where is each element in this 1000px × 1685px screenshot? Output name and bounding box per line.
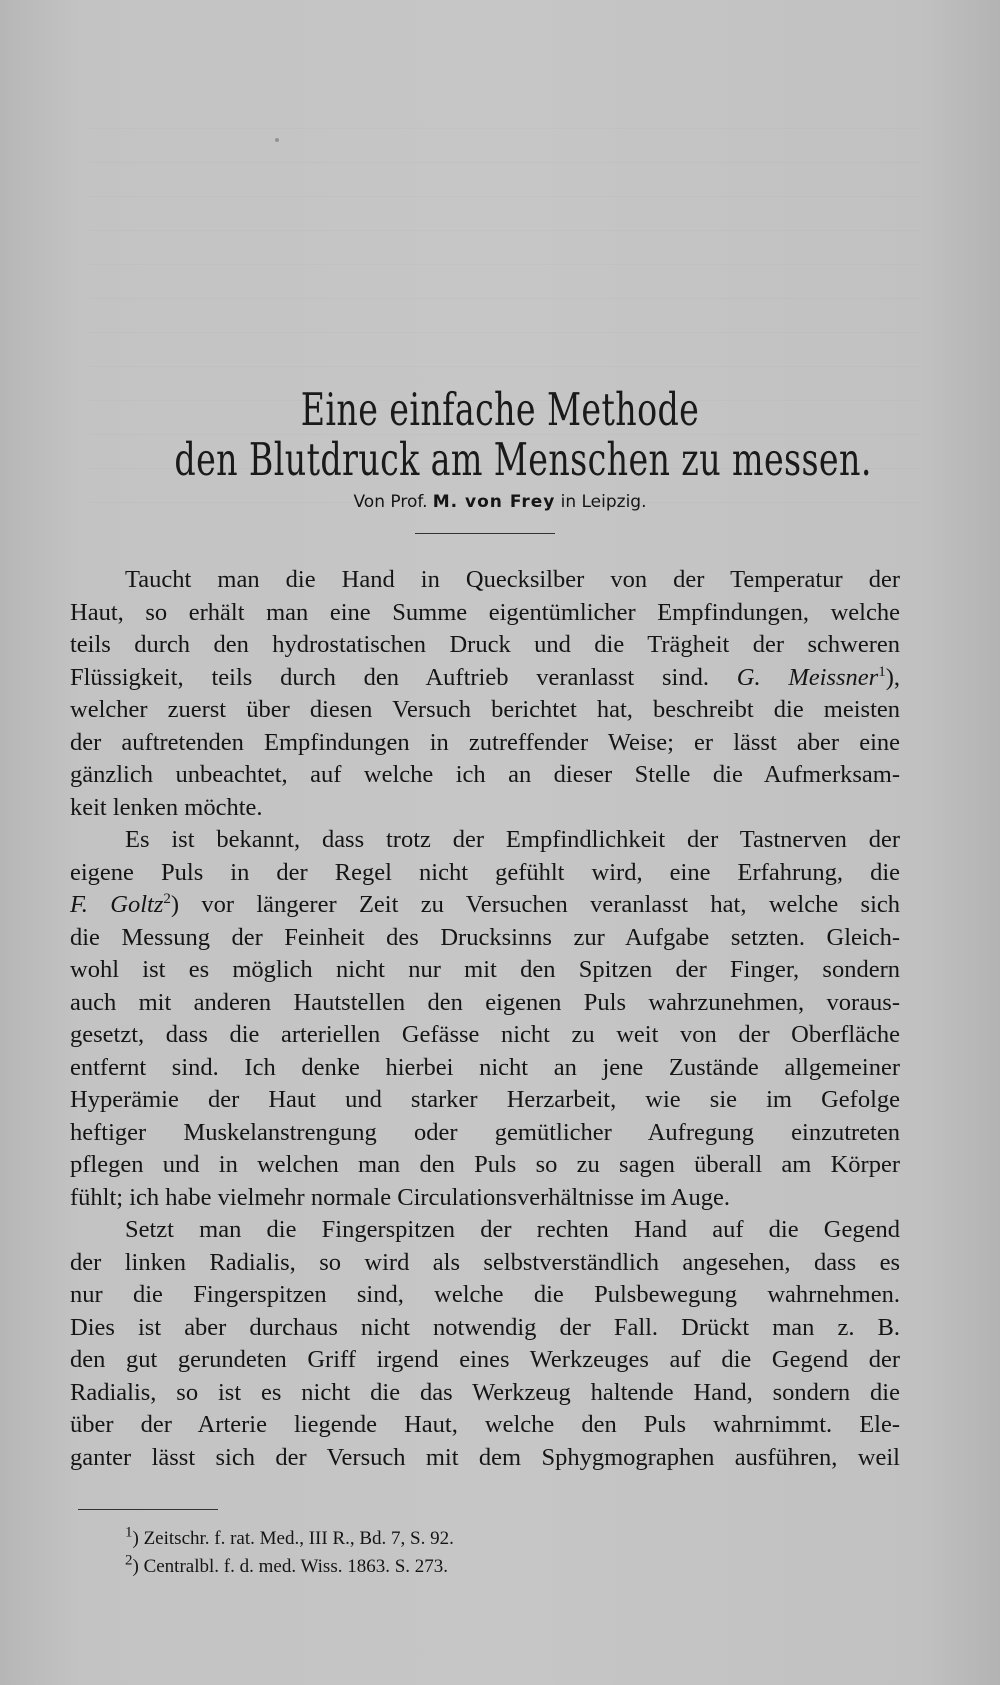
text-line: gänzlich unbeachtet, auf welche ich an dieser Stelle die Aufmerksam- [70, 761, 900, 788]
body-text [70, 564, 900, 1474]
text-line: Es ist bekannt, dass trotz der Empfindlichkeit der Tastnerven der [125, 826, 900, 853]
title-line-1: Eine einfache Methode [300, 383, 700, 436]
text-line: heftiger Muskelanstrengung oder gemütlicher Aufregung einzutreten [70, 1118, 900, 1146]
footnotes [125, 1525, 825, 1581]
text-line: auch mit anderen Hautstellen den eigenen Puls wahrzunehmen, voraus- [70, 988, 900, 1016]
text-line: Taucht man die Hand in Quecksilber von der Temperatur der [125, 566, 900, 593]
text-line: pflegen und in welchen man den Puls so zu sagen überall am Körper [70, 1151, 900, 1178]
footnote-mark: 1 [125, 1524, 133, 1541]
footnote-divider [78, 1509, 218, 1510]
text-line: Radialis, so ist es nicht die das Werkzeug haltende Hand, sondern die [70, 1378, 900, 1406]
footnote-mark: 2 [125, 1552, 133, 1569]
text-line: ganter lässt sich der Versuch mit dem Sphygmographen ausführen, weil [70, 1443, 900, 1471]
text-line: Setzt man die Fingerspitzen der rechten Hand auf die Gegend [125, 1216, 900, 1243]
text-line: die Messung der Feinheit des Drucksinns zur Aufgabe setzten. Gleich- [70, 923, 900, 951]
text-line: gesetzt, dass die arteriellen Gefässe nicht zu weit von der Oberfläche [70, 1021, 900, 1048]
footnote: $^2$) Centralbl. f. d. med. Wiss. 1863. S. 273. [125, 1552, 449, 1577]
footnote-ref: 1 [878, 663, 886, 680]
text-line: den gut gerundeten Griff irgend eines Werkzeuges auf die Gegend der [70, 1346, 900, 1373]
text-line: welcher zuerst über diesen Versuch berichtet hat, beschreibt die meisten [70, 696, 900, 723]
text-line: der linken Radialis, so wird als selbstverständlich angesehen, dass es [70, 1248, 900, 1276]
author-suffix: in Leipzig. [560, 492, 647, 512]
text-line: F. Goltz$^2$) vor längerer Zeit zu Versuchen veranlasst hat, welche sich [70, 890, 901, 918]
text-line: Hyperämie der Haut und starker Herzarbeit, wie sie im Gefolge [70, 1086, 900, 1113]
author-byline [60, 487, 940, 515]
title-divider [415, 533, 555, 534]
text-line: der auftretenden Empfindungen in zutreffender Weise; er lässt aber eine [70, 728, 900, 756]
text-line: über der Arterie liegende Haut, welche den Puls wahrnimmt. Ele- [70, 1411, 900, 1438]
text-line: Flüssigkeit, teils durch den Auftrieb veranlasst sind. G. Meissner$^1$), [70, 663, 900, 691]
text-line: wohl ist es möglich nicht nur mit den Spitzen der Finger, sondern [70, 956, 900, 983]
text-line: keit lenken möchte. [70, 793, 263, 821]
text-line: entfernt sind. Ich denke hierbei nicht an jene Zustände allgemeiner [70, 1053, 900, 1081]
text-line: nur die Fingerspitzen sind, welche die Pulsbewegung wahrnehmen. [70, 1281, 900, 1308]
title-line-2: den Blutdruck am Menschen zu messen. [174, 433, 872, 486]
text-line: fühlt; ich habe vielmehr normale Circulationsverhältnisse im Auge. [70, 1183, 730, 1211]
paper-speck [275, 138, 279, 142]
author-name: M. von Frey [432, 492, 556, 512]
cited-author: G. Meissner [736, 663, 879, 691]
footnote-ref: 2 [163, 890, 171, 907]
text-line: teils durch den hydrostatischen Druck und die Trägheit der schweren [70, 631, 900, 658]
article-title [60, 385, 940, 485]
author-prefix: Von Prof. [353, 492, 428, 512]
text-line: Dies ist aber durchaus nicht notwendig der Fall. Drückt man z. B. [70, 1313, 900, 1341]
cited-author: F. Goltz [70, 891, 164, 918]
footnote: $^1$) Zeitschr. f. rat. Med., III R., Bd. 7, S. 92. [125, 1524, 454, 1549]
text-line: eigene Puls in der Regel nicht gefühlt wird, eine Erfahrung, die [70, 858, 900, 886]
text-line: Haut, so erhält man eine Summe eigentümlicher Empfindungen, welche [70, 598, 900, 626]
